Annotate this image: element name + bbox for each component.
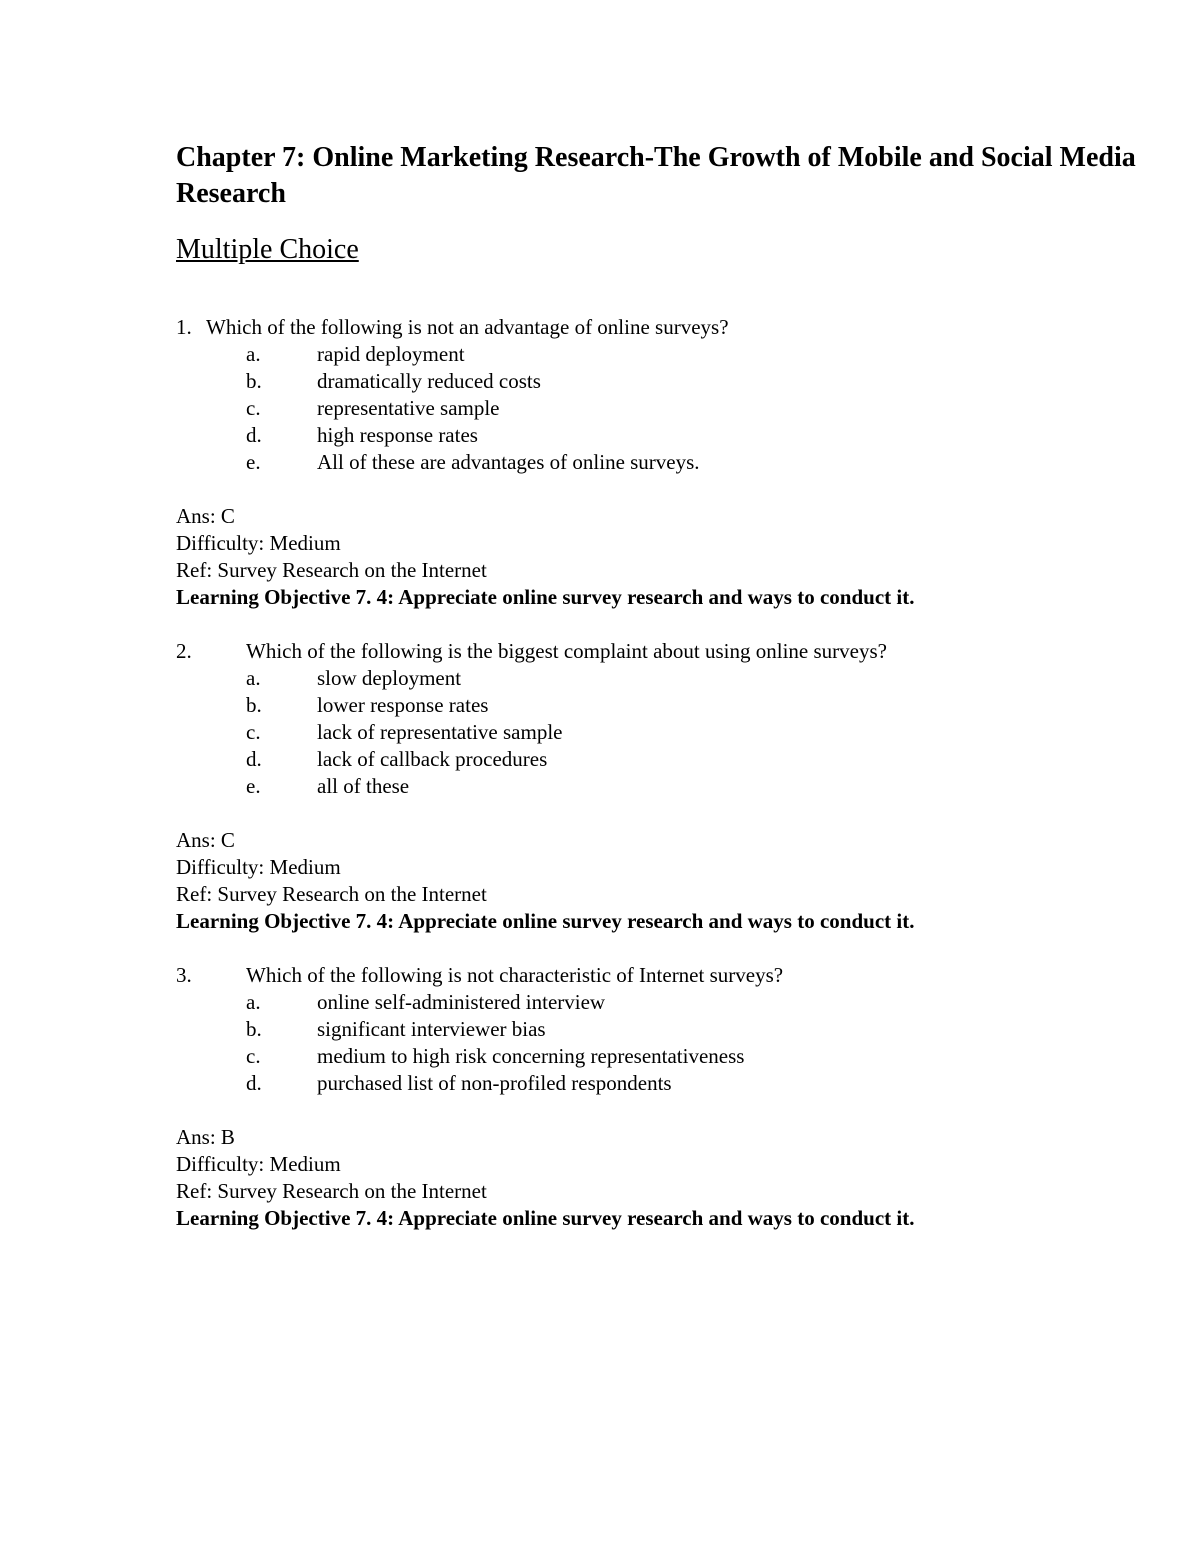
learning-objective: Learning Objective 7. 4: Appreciate online survey research and ways to conduct it.: [176, 1206, 915, 1230]
option-letter: c.: [246, 396, 261, 420]
option-letter: a.: [246, 342, 261, 366]
option-list: [176, 989, 1136, 1097]
answer-block: [176, 503, 1136, 611]
option-c: [176, 395, 1136, 422]
option-text: high response rates: [317, 423, 478, 447]
option-b: [176, 1016, 1136, 1043]
question-1: [176, 314, 1136, 611]
ref-line: Ref: Survey Research on the Internet: [176, 1179, 487, 1203]
option-text: lack of representative sample: [317, 720, 563, 744]
question-text: Which of the following is not characteristic of Internet surveys?: [246, 963, 784, 987]
option-list: [176, 665, 1136, 800]
option-text: lack of callback procedures: [317, 747, 548, 771]
answer-line: Ans: B: [176, 1125, 235, 1149]
section-heading: Multiple Choice: [176, 234, 359, 265]
option-letter: e.: [246, 774, 261, 798]
option-text: rapid deployment: [317, 342, 465, 366]
difficulty-line: Difficulty: Medium: [176, 1152, 341, 1176]
learning-objective: Learning Objective 7. 4: Appreciate online survey research and ways to conduct it.: [176, 909, 915, 933]
option-text: representative sample: [317, 396, 500, 420]
question-stem: [176, 314, 1136, 341]
ref-line: Ref: Survey Research on the Internet: [176, 882, 487, 906]
option-e: [176, 449, 1136, 476]
option-d: [176, 746, 1136, 773]
option-text: All of these are advantages of online surveys.: [317, 450, 700, 474]
option-letter: d.: [246, 423, 262, 447]
answer-block: [176, 1124, 1136, 1232]
option-text: lower response rates: [317, 693, 489, 717]
difficulty-line: Difficulty: Medium: [176, 855, 341, 879]
option-letter: c.: [246, 720, 261, 744]
option-d: [176, 422, 1136, 449]
option-letter: d.: [246, 1071, 262, 1095]
option-d: [176, 1070, 1136, 1097]
option-text: online self-administered interview: [317, 990, 606, 1014]
question-2: [176, 638, 1136, 935]
option-text: significant interviewer bias: [317, 1017, 546, 1041]
option-a: [176, 665, 1136, 692]
option-e: [176, 773, 1136, 800]
difficulty-line: Difficulty: Medium: [176, 531, 341, 555]
document-title: Chapter 7: Online Marketing Research-The Growth of Mobile and Social Media Research: [176, 142, 1136, 209]
question-number: 1.: [176, 315, 192, 339]
option-text: medium to high risk concerning representativeness: [317, 1044, 745, 1068]
question-stem: [176, 638, 1136, 665]
question-stem: [176, 962, 1136, 989]
option-c: [176, 1043, 1136, 1070]
option-list: [176, 341, 1136, 476]
option-text: purchased list of non-profiled respondents: [317, 1071, 672, 1095]
option-a: [176, 341, 1136, 368]
option-letter: b.: [246, 369, 262, 393]
option-text: slow deployment: [317, 666, 462, 690]
question-number: 2.: [176, 639, 192, 663]
question-text: Which of the following is not an advantage of online surveys?: [206, 315, 729, 339]
question-text: Which of the following is the biggest complaint about using online surveys?: [246, 639, 887, 663]
option-letter: e.: [246, 450, 261, 474]
option-c: [176, 719, 1136, 746]
option-letter: a.: [246, 666, 261, 690]
answer-line: Ans: C: [176, 828, 235, 852]
option-b: [176, 692, 1136, 719]
option-letter: c.: [246, 1044, 261, 1068]
document-page: [176, 140, 1136, 1232]
question-number: 3.: [176, 963, 192, 987]
option-b: [176, 368, 1136, 395]
option-a: [176, 989, 1136, 1016]
question-3: [176, 962, 1136, 1232]
option-letter: a.: [246, 990, 261, 1014]
option-text: dramatically reduced costs: [317, 369, 541, 393]
option-letter: b.: [246, 693, 262, 717]
answer-block: [176, 827, 1136, 935]
learning-objective: Learning Objective 7. 4: Appreciate online survey research and ways to conduct it.: [176, 585, 915, 609]
option-letter: b.: [246, 1017, 262, 1041]
ref-line: Ref: Survey Research on the Internet: [176, 558, 487, 582]
option-letter: d.: [246, 747, 262, 771]
answer-line: Ans: C: [176, 504, 235, 528]
option-text: all of these: [317, 774, 410, 798]
